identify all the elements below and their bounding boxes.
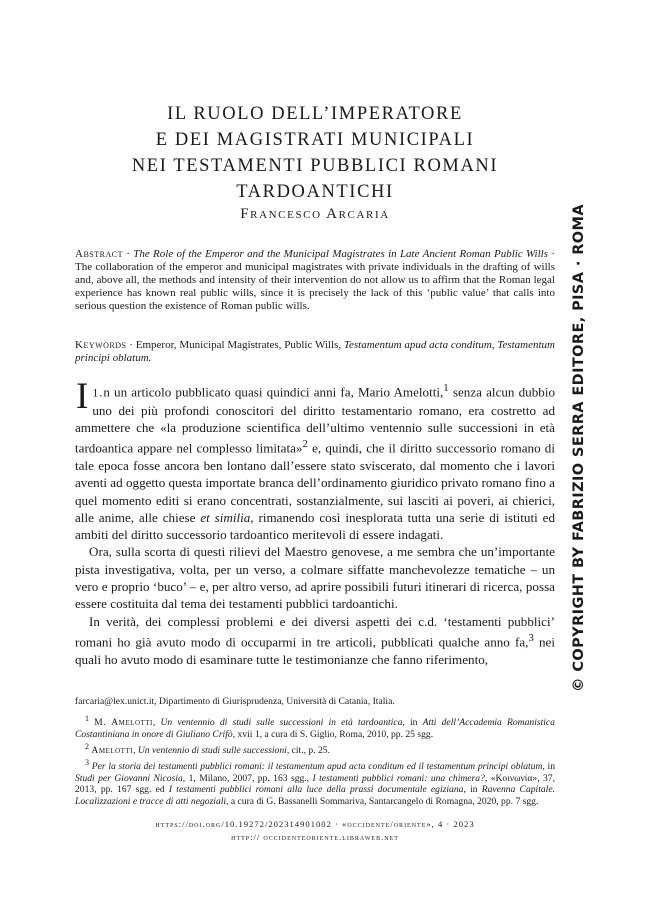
footnote-3-title-3: I testamenti pubblici romani alla luce della prassi documentale egiziana (168, 784, 464, 796)
footnote-3 (75, 757, 555, 808)
author-name: Francesco Arcaria (240, 206, 390, 222)
paragraph-3 (75, 613, 555, 668)
footnote-2-number: 2 (85, 741, 89, 751)
footnote-3-number: 3 (85, 757, 89, 767)
paragraph-1-text: n un articolo pubblicato quasi quindici anni fa, Mario Amelotti, (103, 384, 444, 400)
abstract-english-title: The Role of the Emperor and the Municipal Magistrates in Late Ancient Roman Public Wills (133, 248, 549, 260)
footnote-3-title-1: Per la storia dei testamenti pubblici romani: il testamentum apud acta conditum ed il testamentum principi oblatum (91, 760, 543, 772)
section-number: 1. (92, 385, 104, 400)
abstract-separator: · (122, 248, 134, 260)
footnote-3-title-2: I testamenti pubblici romani: una chimera? (312, 772, 485, 784)
footnote-3-rest-1: , 1, Milano, 2007, pp. 163 sgg., (182, 772, 313, 784)
keywords-list: Emperor, Municipal Magistrates, Public Wills, (135, 339, 344, 351)
website-link[interactable]: http:// occidenteoriente.libraweb.net (231, 832, 399, 842)
copyright-text: © COPYRIGHT BY FABRIZIO SERRA EDITORE, PISA · ROMA (571, 204, 587, 692)
footnote-1-mid: , in (402, 716, 423, 728)
article-title (75, 101, 555, 205)
drop-cap: I (76, 376, 89, 417)
footnote-ref-1[interactable]: 1 (443, 382, 449, 394)
copyright-notice (566, 204, 592, 692)
footnote-1-rest: , xvii 1, a cura di S. Giglio, Roma, 2010, pp. 25 sgg. (232, 728, 434, 740)
article-body (75, 376, 556, 668)
footnote-1-author: M. Amelotti (94, 716, 153, 728)
title-line-1: IL RUOLO DELL’IMPERATORE (167, 104, 463, 124)
footnote-3-journal-1: Studi per Giovanni Nicosia (75, 772, 183, 784)
paragraph-2: Ora, sulla scorta di questi rilievi del Maestro genovese, a me sembra che un’importante pista investigativa, volta, per un verso, a colmare siffatte manchevolezze tematiche – un vero e proprio ‘buco’ – e, per altro verso, ad aprire possibili futuri itinerari di ricerca, possa essere costituita dal tema dei testamenti pubblici tardoantichi. (75, 544, 555, 612)
footnote-3-rest-3: , a cura di G. Bassanelli Sommariva, Santarcangelo di Romagna, 2020, pp. 7 sgg. (226, 796, 539, 808)
footnote-2-rest: , cit., p. 25. (286, 744, 330, 756)
paragraph-3-text-b: nei quali ho avuto modo di esaminare tutte le testimonianze che fanno riferimento, (75, 634, 555, 667)
paragraph-1-text-c: e, quindi, che il diritto successorio romano di tale epoca fosse ancora ben lontano dall’essere stato sviscerato, dal momento che i lavori aventi ad oggetto questa importate branca dell’ordinamento giuridico privato romano fino a quel momento editi si erano concentrati, sostanzialmente, sui lasciti ai poveri, ai chierici, alle anime, alle chiese (75, 440, 555, 525)
page-footer (75, 818, 555, 844)
footnote-2-title: Un ventennio di studi sulle successioni (137, 744, 287, 756)
footnote-2-author: Amelotti (91, 744, 134, 756)
footnote-1 (75, 713, 555, 741)
footnote-ref-2[interactable]: 2 (302, 438, 308, 451)
footnote-1-number: 1 (85, 713, 89, 723)
title-line-4: TARDOANTICHI (236, 182, 394, 202)
doi-link[interactable]: https://doi.org/10.19272/202314901002 · «occidente/oriente», 4 · 2023 (155, 819, 475, 829)
footnote-3-rest-2: , «Κοινωνία», 37, 2013, pp. 167 sgg. ed (75, 772, 555, 796)
keywords-label: Keywords (75, 339, 127, 351)
keywords-latin: Testamentum apud acta conditum, Testamentum principi oblatum. (75, 339, 556, 364)
abstract (75, 248, 555, 313)
keywords-separator: · (126, 339, 136, 351)
title-line-2: E DEI MAGISTRATI MUNICIPALI (155, 130, 475, 150)
footnotes (75, 696, 555, 808)
footnote-1-sep: , (152, 716, 161, 728)
abstract-separator-2: · (548, 248, 555, 260)
author-contact: farcaria@lex.unict.it, Dipartimento di Giurisprudenza, Università di Catania, Italia. (75, 696, 395, 707)
footnote-3-mid-3: , in (463, 784, 482, 796)
abstract-text: The collaboration of the emperor and municipal magistrates with private individuals in the drafting of wills and, above all, the methods and intensity of their intervention do not allow us to affirm that the Roman legal experience has known real public wills, since it is precisely the lack of this ‘public value’ that calls into serious question the existence of Roman public wills. (75, 261, 555, 312)
footnote-2-sep: , (133, 744, 138, 756)
footnote-ref-3[interactable]: 3 (528, 631, 534, 644)
footnote-1-journal: Atti dell’Accademia Romanistica Costantiniana in onore di Giuliano Crifò (75, 716, 555, 740)
paragraph-1-text-b: senza alcun dubbio uno dei più profondi conoscitori del diritto testamentario romano, era costretto ad ammettere che «la produzione scientifica dell’ultimo ventennio sulle successioni in età tardoantica appare nel complesso limitata» (75, 384, 556, 456)
paragraph-1 (75, 376, 556, 543)
abstract-label: Abstract (75, 248, 123, 260)
paragraph-1-text-d: , rimanendo così inesplorata tutta una serie di istituti ed ambiti del diritto successorio tardoantico meritevoli di essere indagati. (75, 509, 555, 543)
footnote-2 (75, 741, 555, 757)
footnote-1-title: Un ventennio di studi sulle successioni in età tardoantica (160, 716, 403, 728)
paragraph-3-text: In verità, dei complessi problemi e dei diversi aspetti dei c.d. ‘testamenti pubblici’ romani ho già avuto modo di occuparmi in tre articoli, pubblicati qualche anno fa, (75, 613, 555, 650)
paragraph-1-italic: et similia (200, 509, 251, 525)
title-line-3: NEI TESTAMENTI PUBBLICI ROMANI (131, 156, 499, 176)
footnote-3-mid-1: , in (542, 760, 555, 772)
keywords (75, 339, 555, 365)
footnote-3-journal-3: Ravenna Capitale. Localizzazioni e tracce di atti negoziali (75, 784, 555, 808)
